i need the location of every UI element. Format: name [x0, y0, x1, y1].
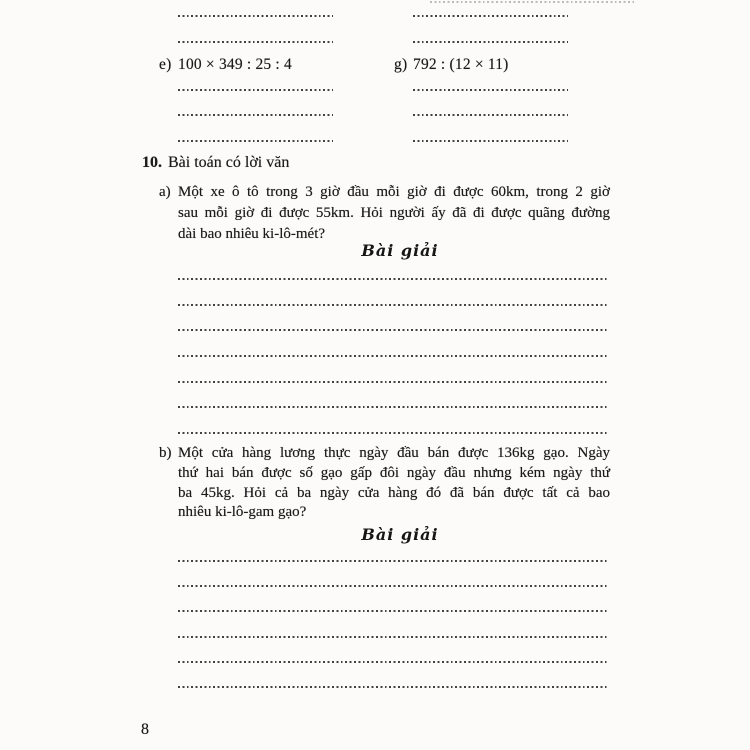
page-number: 8 — [141, 721, 149, 738]
dotted-answer-line — [178, 381, 608, 383]
answer-row — [178, 331, 608, 357]
problem-10b-text — [159, 444, 610, 523]
exercise-g-column — [394, 0, 568, 150]
answer-row — [178, 638, 608, 663]
answer-area-b — [178, 537, 608, 689]
dotted-answer-line — [178, 585, 608, 587]
item-a-label: a) — [159, 184, 171, 200]
dotted-answer-line — [178, 114, 333, 116]
item-b-label: b) — [159, 445, 172, 461]
dotted-answer-line — [178, 432, 608, 434]
answer-row — [178, 537, 608, 562]
dotted-answer-line — [413, 140, 568, 142]
dotted-answer-line — [413, 41, 568, 43]
problem-text-line: Một cửa hàng lương thực ngày đầu bán được 136kg gạo. Ngày — [178, 445, 610, 461]
solution-heading-a: Bài giải — [361, 241, 439, 260]
dotted-answer-line — [178, 278, 608, 280]
dotted-answer-line — [413, 15, 568, 17]
dotted-answer-line — [178, 15, 333, 17]
dotted-answer-line — [178, 406, 608, 408]
answer-row — [178, 254, 608, 280]
answer-area-a — [178, 254, 608, 434]
solution-heading-b: Bài giải — [361, 525, 439, 544]
dotted-answer-line — [178, 329, 608, 331]
problem-text-line: Một xe ô tô trong 3 giờ đầu mỗi giờ đi được 60km, trong 2 giờ — [178, 184, 610, 200]
problem-text-line: ba 45kg. Hỏi cả ba ngày cửa hàng đó đã bán được tất cả bao — [178, 484, 610, 501]
exercise-g-expression — [394, 56, 509, 74]
problem-10-heading — [142, 154, 289, 172]
problem-text-line: nhiêu ki-lô-gam gạo? — [178, 504, 307, 521]
problem-10a-text — [159, 182, 610, 245]
answer-row — [178, 306, 608, 332]
dotted-answer-line — [178, 304, 608, 306]
answer-row — [178, 587, 608, 612]
answer-row — [178, 663, 608, 688]
answer-row — [178, 280, 608, 306]
exercise-g-value: 792 : (12 × 11) — [413, 56, 509, 73]
dotted-answer-line — [178, 355, 608, 357]
answer-row — [178, 562, 608, 587]
dotted-answer-line — [178, 661, 608, 663]
problem-text-line: sau mỗi giờ đi được 55km. Hỏi người ấy đã đi được quãng đường — [178, 205, 610, 221]
exercise-e-expression — [159, 56, 292, 74]
answer-row — [178, 612, 608, 637]
answer-row — [178, 383, 608, 409]
exercise-e-value: 100 × 349 : 25 : 4 — [178, 56, 292, 73]
problem-10-number: 10. — [142, 154, 162, 171]
dotted-answer-line — [413, 114, 568, 116]
exercise-g-label: g) — [394, 56, 408, 73]
dotted-answer-line — [178, 686, 608, 688]
problem-10-title: Bài toán có lời văn — [168, 154, 290, 171]
problem-text-line: dài bao nhiêu ki-lô-mét? — [178, 226, 326, 242]
exercise-e-label: e) — [159, 56, 172, 73]
dotted-answer-line — [413, 89, 568, 91]
dotted-answer-line — [178, 41, 333, 43]
dotted-answer-line — [178, 636, 608, 638]
dotted-answer-line — [178, 140, 333, 142]
problem-text-line: thứ hai bán được số gạo gấp đôi ngày đầu nhưng kém ngày thứ — [178, 464, 610, 481]
answer-row — [178, 357, 608, 383]
dotted-answer-line — [178, 89, 333, 91]
dotted-answer-line — [178, 610, 608, 612]
answer-row — [178, 408, 608, 434]
dotted-answer-line — [178, 560, 608, 562]
exercise-e-column — [159, 0, 333, 150]
